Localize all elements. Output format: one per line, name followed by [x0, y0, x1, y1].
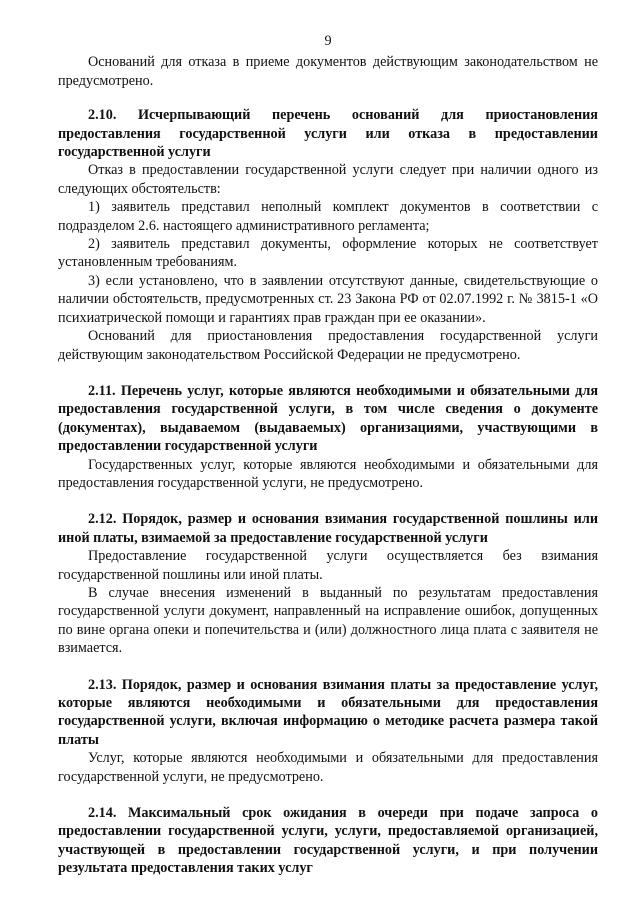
section-heading-2-13: 2.13. Порядок, размер и основания взимания платы за предоставление услуг, которые являются необходимыми и обязательными для предоставления государственной услуги, включая информацию о методике расчета размера такой платы — [58, 676, 598, 748]
section-heading-2-10: 2.10. Исчерпывающий перечень оснований для приостановления предоставления государственной услуги или отказа в предоставлении государственной услуги — [58, 107, 598, 161]
list-item: 1) заявитель представил неполный комплект документов в соответствии с подразделом 2.6. настоящего административного регламента; — [58, 199, 598, 234]
page-number: 9 — [324, 33, 332, 49]
list-item: 2) заявитель представил документы, оформление которых не соответствует установленным требованиям. — [58, 236, 598, 271]
paragraph: Оснований для приостановления предоставления государственной услуги действующим законодательством Российской Федерации не предусмотрено. — [58, 328, 598, 363]
section-heading-2-14: 2.14. Максимальный срок ожидания в очереди при подаче запроса о предоставлении государственной услуги, услуги, предоставляемой организацией, участвующей в предоставлении государственной услуги, и при получении результата предоставления таких услуг — [58, 805, 598, 877]
intro-paragraph: Оснований для отказа в приеме документов действующим законодательством не предусмотрено. — [58, 54, 598, 89]
paragraph: Отказ в предоставлении государственной услуги следует при наличии одного из следующих обстоятельств: — [58, 162, 598, 197]
paragraph: Услуг, которые являются необходимыми и обязательными для предоставления государственной услуги, не предусмотрено. — [58, 750, 598, 785]
section-heading-2-12: 2.12. Порядок, размер и основания взимания государственной пошлины или иной платы, взимаемой за предоставление государственной услуги — [58, 511, 598, 546]
paragraph: Государственных услуг, которые являются необходимыми и обязательными для предоставления государственной услуги, не предусмотрено. — [58, 456, 598, 491]
section-heading-2-11: 2.11. Перечень услуг, которые являются необходимыми и обязательными для предоставления государственной услуги, в том числе сведения о документе (документах), выдаваемом (выдаваемых) организациями, участвующими в предоставлении государственной услуги — [58, 382, 598, 455]
list-item: 3) если установлено, что в заявлении отсутствуют данные, свидетельствующие о наличии обстоятельств, предусмотренных ст. 23 Закона РФ от 02.07.1992 г. № 3815-1 «О психиатрической помощи и гарантиях прав граждан при ее оказании». — [58, 272, 598, 326]
paragraph: Предоставление государственной услуги осуществляется без взимания государственной пошлины или иной платы. — [58, 548, 598, 583]
paragraph: В случае внесения изменений в выданный по результатам предоставления государственной услуги документ, направленный на исправление ошибок, допущенных по вине органа опеки и попечительства и (или) должностного лица плата с заявителя не взимается. — [58, 584, 598, 657]
